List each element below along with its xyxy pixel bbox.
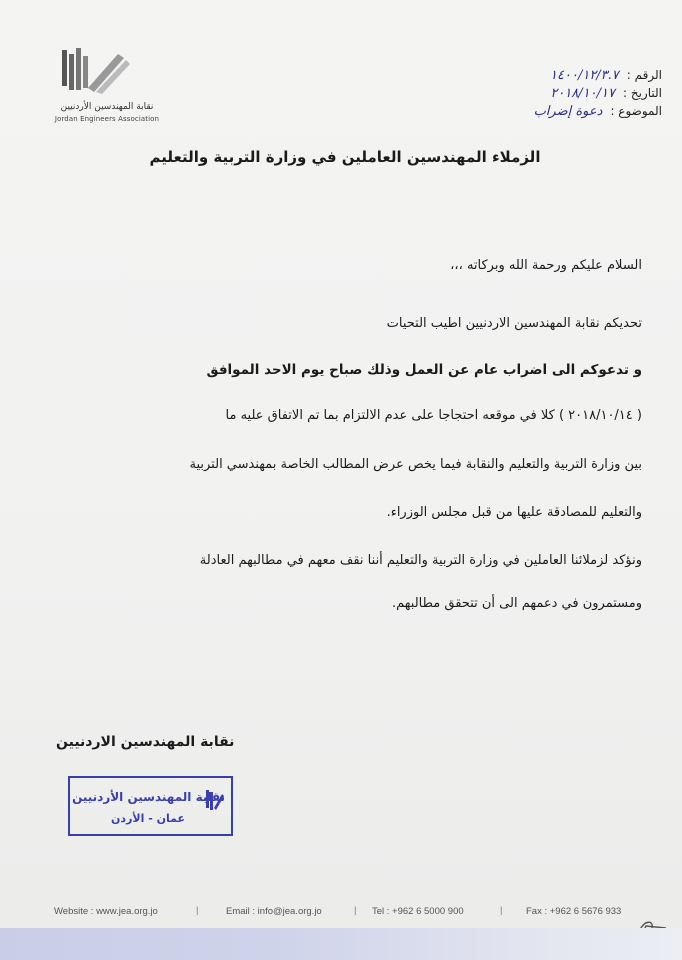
stamp-text-org: نقابة المهندسين الأردنيين [72, 790, 225, 804]
intro-line: تحديكم نقابة المهندسين الاردنيين اطيب التحيات [386, 316, 642, 331]
subject-row [432, 104, 662, 122]
jea-logo [52, 44, 162, 130]
footer-email: Email : info@jea.org.jo [226, 906, 322, 917]
body-line-6: ومستمرون في دعمهم الى أن تتحقق مطالبهم. [392, 596, 642, 611]
subject-value: دعوة إضراب [533, 104, 603, 119]
ref-row [432, 68, 662, 86]
official-stamp [68, 776, 233, 836]
date-row [432, 86, 662, 104]
logo-name-arabic: نقابة المهندسين الأردنيين [60, 102, 154, 112]
footer-separator: | [354, 905, 357, 916]
footer-tel: Tel : +962 6 5000 900 [372, 906, 464, 917]
logo-name-english: Jordan Engineers Association [54, 115, 160, 123]
date-value: ٢٠١٨/١٠/١٧ [550, 86, 615, 101]
footer-fax: Fax : +962 6 5676 933 [526, 906, 622, 917]
subject-label: الموضوع : [610, 104, 662, 118]
body-line-2: ( ٢٠١٨/١٠/١٤ ) كلا في موقعه احتجاجا على عدم الالتزام بما تم الاتفاق عليه ما [225, 408, 642, 423]
footer-website: Website : www.jea.org.jo [54, 906, 158, 917]
footer-separator: | [500, 905, 503, 916]
jea-logo-icon [52, 44, 162, 100]
body-line-5: ونؤكد لزملائنا العاملين في وزارة التربية والتعليم أننا نقف معهم في مطالبهم العادلة [199, 553, 642, 568]
body-line-1: و تدعوكم الى اضراب عام عن العمل وذلك صباح يوم الاحد الموافق [206, 362, 642, 378]
footer-separator: | [196, 905, 199, 916]
letter-meta [432, 68, 662, 122]
stamp-text-city: عمان - الأردن [111, 812, 185, 825]
footer-contacts [54, 906, 644, 920]
greeting: السلام عليكم ورحمة الله وبركاته ،،، [450, 258, 642, 273]
letter-headline: الزملاء المهندسين العاملين في وزارة التربية والتعليم [149, 148, 541, 166]
signature-org: نقابة المهندسين الاردنيين [56, 734, 235, 750]
body-line-3: بين وزارة التربية والتعليم والنقابة فيما يخص عرض المطالب الخاصة بمهندسي التربية [189, 457, 642, 472]
body-line-4: والتعليم للمصادقة عليها من قبل مجلس الوزراء. [386, 505, 642, 520]
ref-label: الرقم : [626, 68, 662, 82]
date-label: التاريخ : [622, 86, 662, 100]
footer-band [0, 928, 682, 960]
ref-value: ١٤٠٠/١٢/٣.٧ [550, 68, 619, 83]
